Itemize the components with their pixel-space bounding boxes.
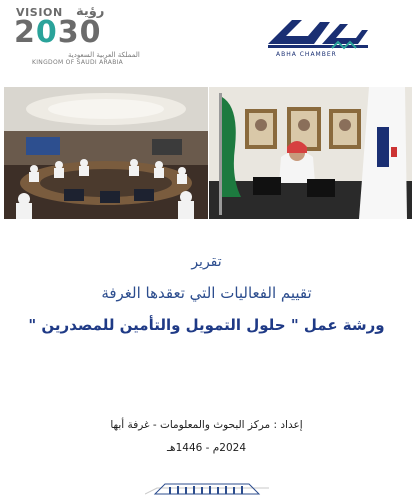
report-subtitle: تقييم الفعاليات التي تعقدها الغرفة <box>101 284 312 302</box>
vision-word: VISION <box>16 6 63 19</box>
abha-chamber-mark-icon <box>262 14 374 52</box>
prepared-by: إعداد : مركز البحوث والمعلومات - غرفة أبها <box>110 419 303 431</box>
vision-year: 2030 <box>14 15 102 50</box>
meeting-room-photo <box>4 87 208 219</box>
chamber-english-name: ABHA CHAMBER <box>276 51 337 58</box>
vision-2030-logo <box>14 4 140 66</box>
vision-arabic-word: رؤية <box>76 4 105 19</box>
speaker-photo <box>209 87 412 219</box>
report-label: تقرير <box>191 254 222 270</box>
report-date: 2024م - 1446هـ <box>166 442 247 454</box>
footer-ornament-icon <box>145 478 269 500</box>
vision-kingdom-english: KINGDOM OF SAUDI ARABIA <box>32 59 124 66</box>
workshop-title: ورشة عمل " حلول التمويل والتأمين للمصدرين " <box>28 316 385 334</box>
vision-kingdom-arabic: المملكة العربية السعودية <box>68 51 140 59</box>
abha-chamber-logo <box>262 14 374 60</box>
